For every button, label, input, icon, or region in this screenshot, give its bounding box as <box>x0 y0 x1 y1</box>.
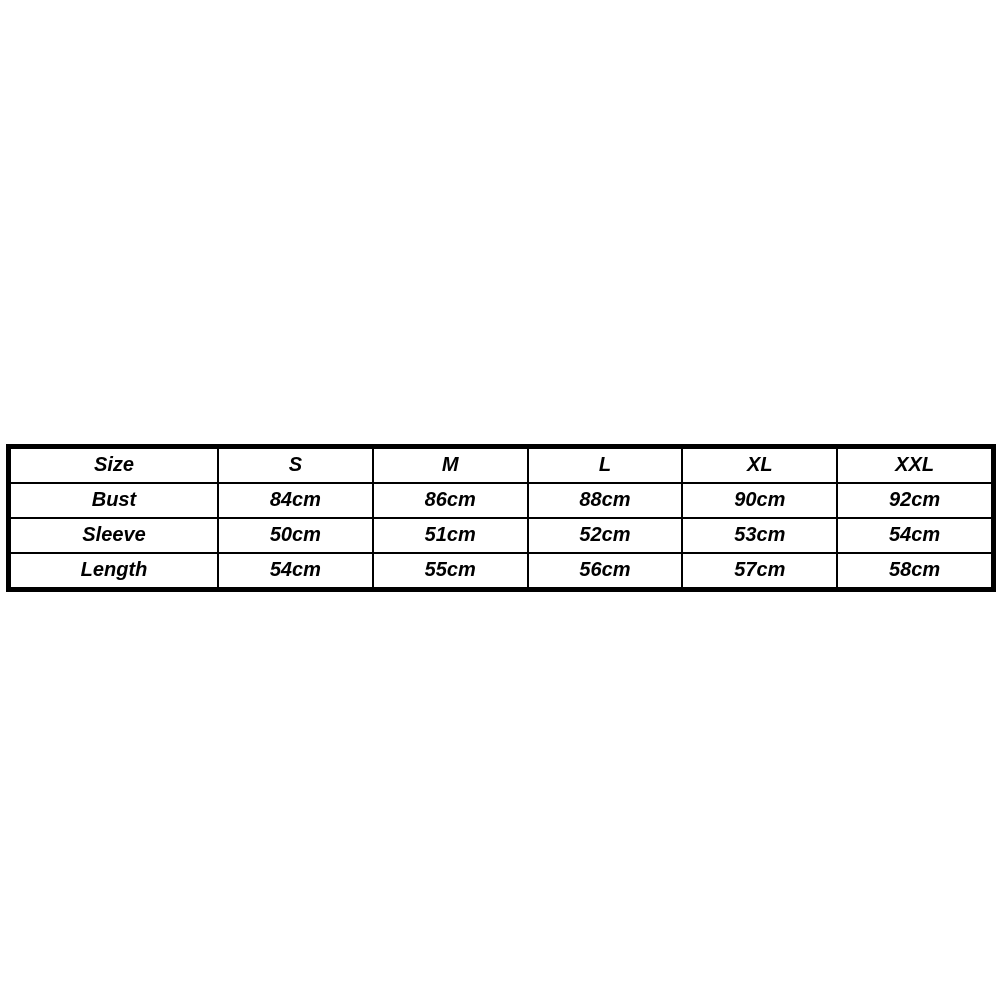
cell-bust-xl: 90cm <box>682 483 837 518</box>
column-header-l: L <box>528 448 683 483</box>
cell-sleeve-xl: 53cm <box>682 518 837 553</box>
cell-length-xl: 57cm <box>682 553 837 588</box>
column-header-size: Size <box>10 448 218 483</box>
column-header-xl: XL <box>682 448 837 483</box>
column-header-s: S <box>218 448 373 483</box>
table-row <box>10 518 992 553</box>
cell-bust-m: 86cm <box>373 483 528 518</box>
cell-bust-s: 84cm <box>218 483 373 518</box>
row-label-length: Length <box>10 553 218 588</box>
cell-sleeve-m: 51cm <box>373 518 528 553</box>
table-header-row <box>10 448 992 483</box>
size-chart-table <box>9 447 993 589</box>
cell-bust-l: 88cm <box>528 483 683 518</box>
column-header-m: M <box>373 448 528 483</box>
cell-length-l: 56cm <box>528 553 683 588</box>
cell-sleeve-s: 50cm <box>218 518 373 553</box>
cell-sleeve-l: 52cm <box>528 518 683 553</box>
row-label-bust: Bust <box>10 483 218 518</box>
cell-length-m: 55cm <box>373 553 528 588</box>
cell-length-s: 54cm <box>218 553 373 588</box>
cell-length-xxl: 58cm <box>837 553 992 588</box>
size-chart-container <box>6 444 996 592</box>
cell-sleeve-xxl: 54cm <box>837 518 992 553</box>
table-row <box>10 553 992 588</box>
column-header-xxl: XXL <box>837 448 992 483</box>
table-row <box>10 483 992 518</box>
row-label-sleeve: Sleeve <box>10 518 218 553</box>
cell-bust-xxl: 92cm <box>837 483 992 518</box>
